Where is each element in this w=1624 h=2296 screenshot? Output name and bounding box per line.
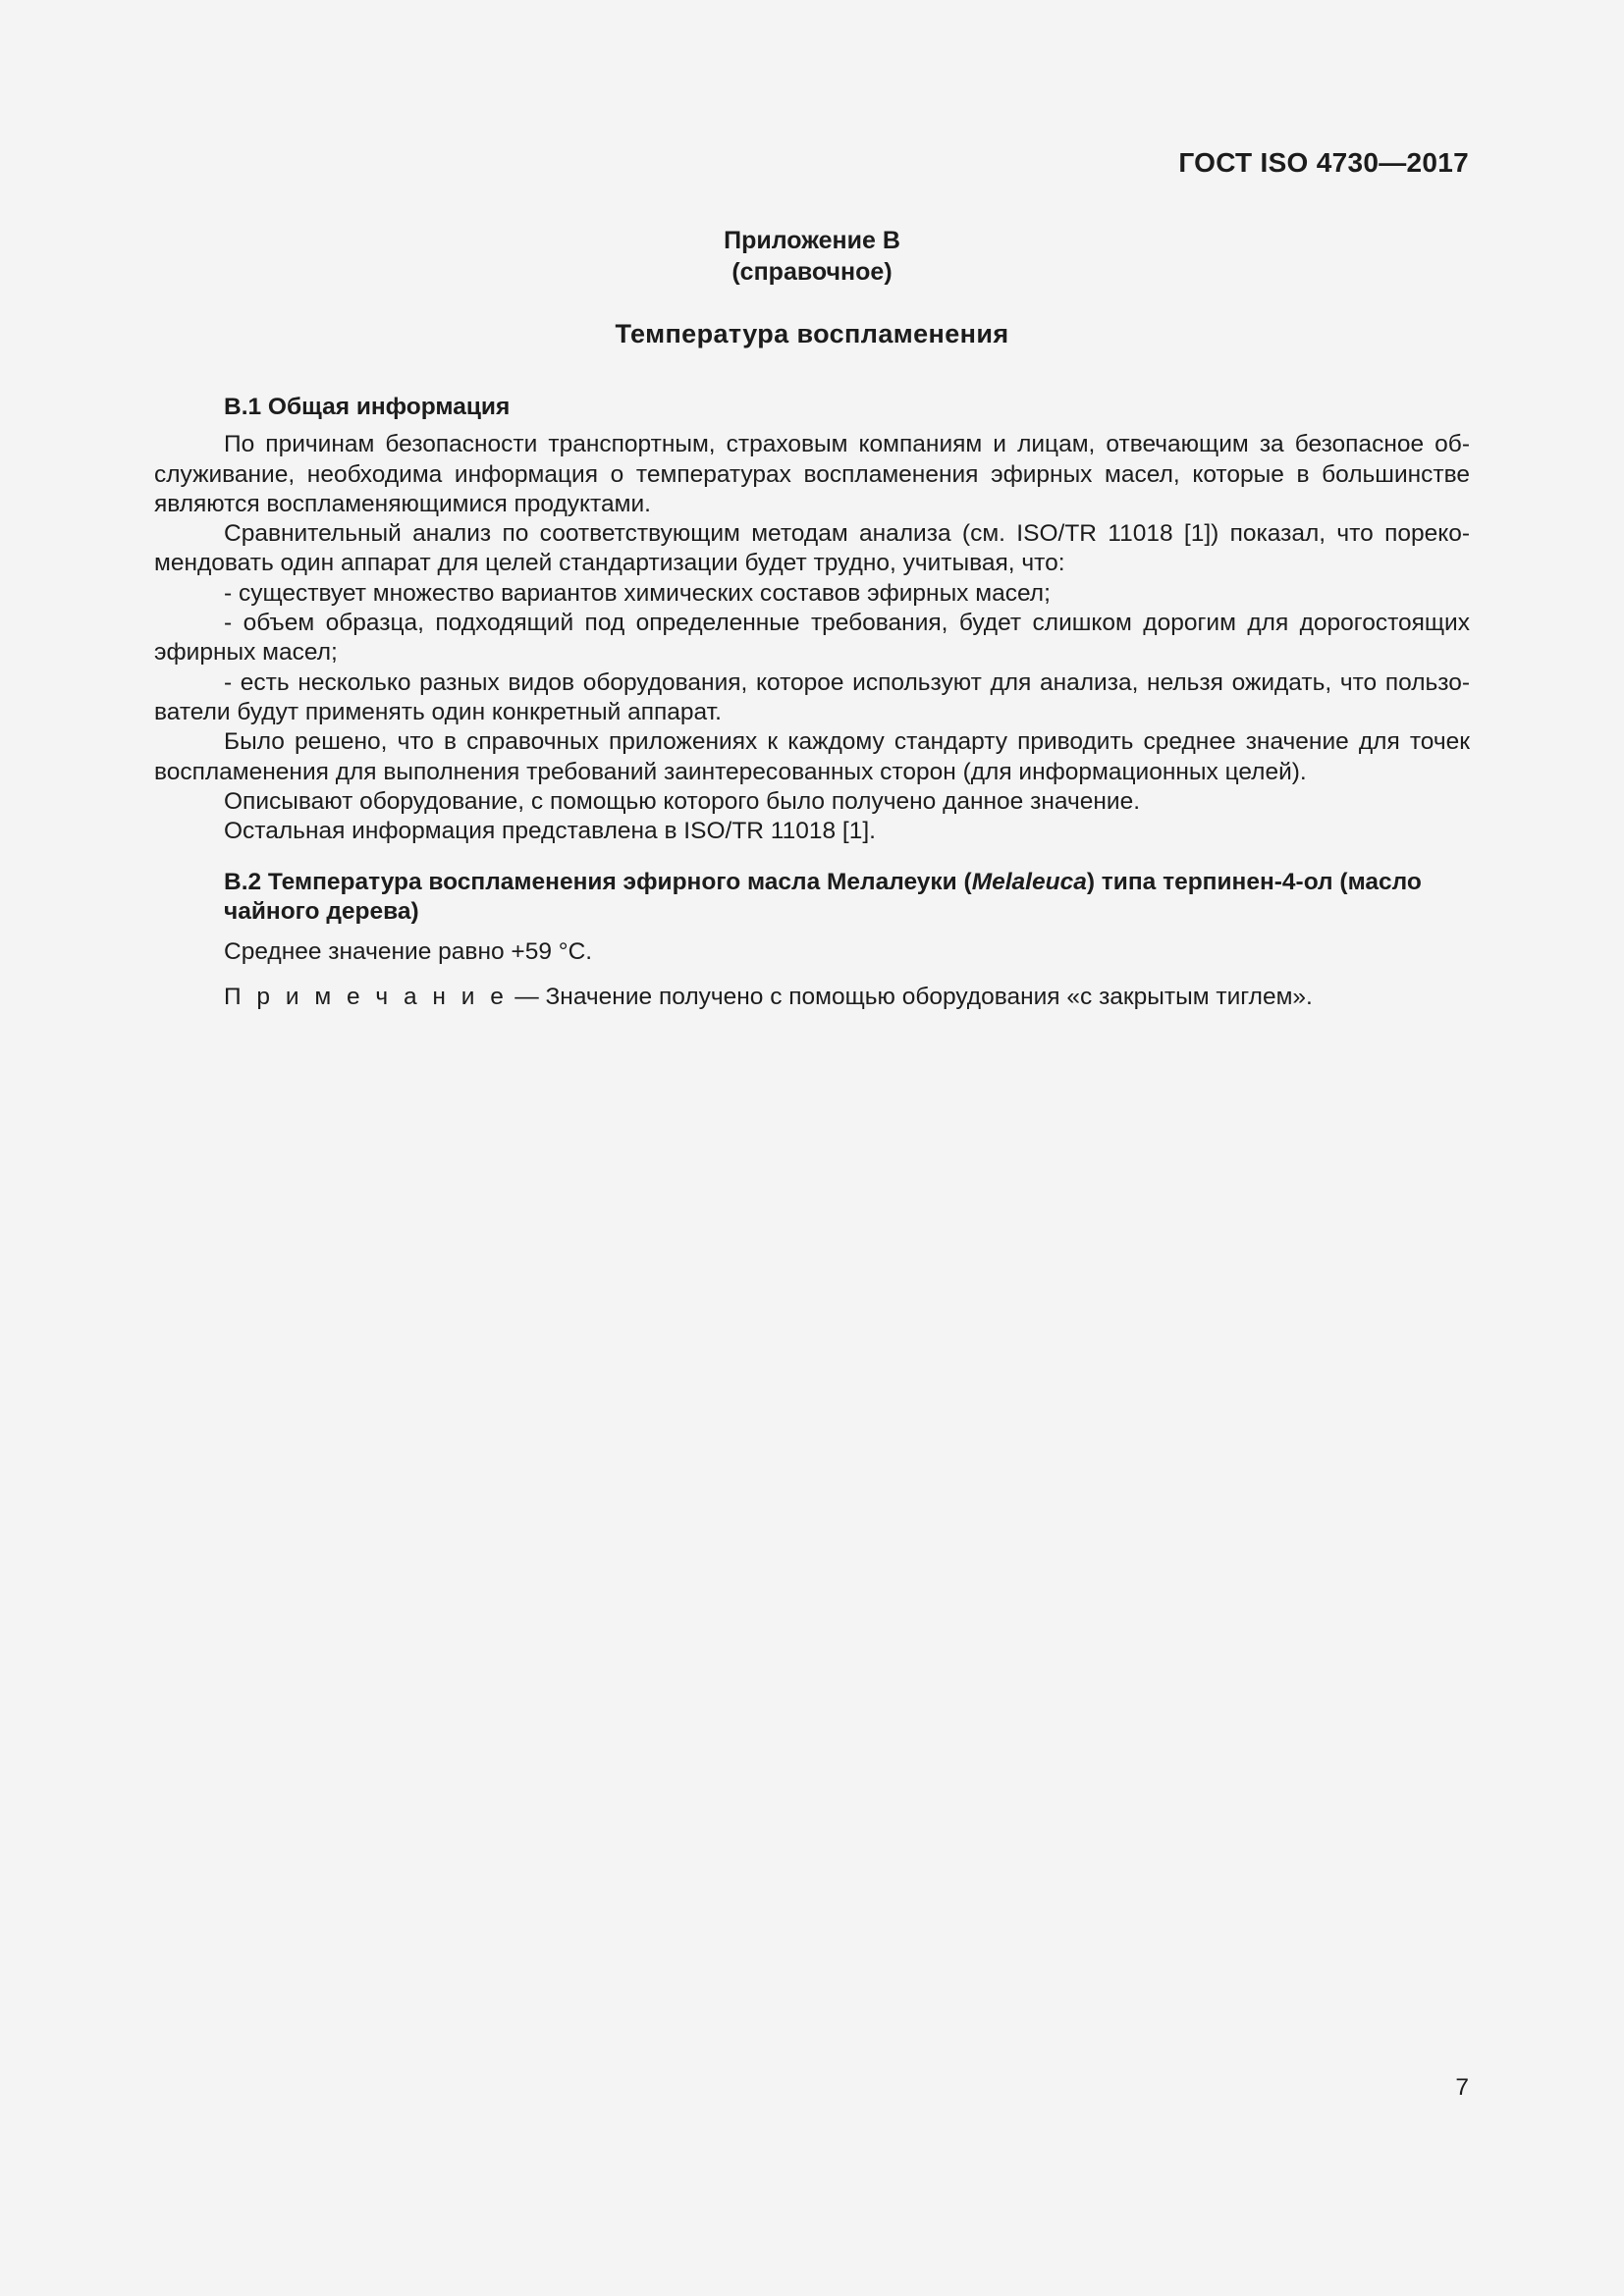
document-code: ГОСТ ISO 4730—2017 [1178,147,1469,178]
annex-title: Приложение В [724,227,900,254]
section-b1-paragraph: Было решено, что в справочных приложениях к каждому стандарту приводить среднее значение для точек воспламенения для выполнения требований заинтересованных сторон (для информационных целей). [154,728,1470,785]
note-text: — Значение получено с помощью оборудования «с закрытым тиглем». [508,983,1313,1010]
annex-status: (справочное) [731,258,893,286]
section-b1-paragraph: Описывают оборудование, с помощью которого было получено данное значение. [224,787,1140,815]
list-item: - объем образца, подходящий под определенные требования, будет слишком дорогим для дорогостоящих эфирных масел; [154,610,1470,667]
section-b2-heading [154,868,1470,928]
note [154,983,1470,1012]
note-label: П р и м е ч а н и е [224,983,509,1010]
annex-heading: Температура воспламенения [615,319,1009,348]
section-b2-value: Среднее значение равно +59 °С. [224,937,593,965]
list-item: - есть несколько разных видов оборудования, которое используют для анализа, нельзя ожидать, что пользо-ватели будут применять один конкретный аппарат. [154,668,1470,725]
section-b2-heading-text: В.2 Температура воспламенения эфирного масла Мелалеуки ( [224,869,972,895]
section-b1-paragraph: По причинам безопасности транспортным, страховым компаниям и лицам, отвечающим за безопасное об-служивание, необходима информация о температурах воспламенения эфирных масел, которые в большинстве являются воспламеняющимися продуктами. [154,431,1470,517]
section-b2 [154,868,1470,1012]
section-b1 [154,393,1470,846]
page-number: 7 [1455,2074,1469,2101]
list-item: - существует множество вариантов химических составов эфирных масел; [224,579,1051,607]
section-b1-paragraph: Сравнительный анализ по соответствующим методам анализа (см. ISO/TR 11018 [1]) показал, что пореко-мендовать один аппарат для целей стандартизации будет трудно, учитывая, что: [154,520,1470,577]
section-b1-paragraph: Остальная информация представлена в ISO/TR 11018 [1]. [224,818,876,845]
section-b1-heading: В.1 Общая информация [224,394,511,420]
section-b2-heading-latin: Melaleuca [971,869,1087,895]
section-b2-heading-text: ) типа терпинен-4-ол (масло чайного дерева) [224,869,1422,926]
